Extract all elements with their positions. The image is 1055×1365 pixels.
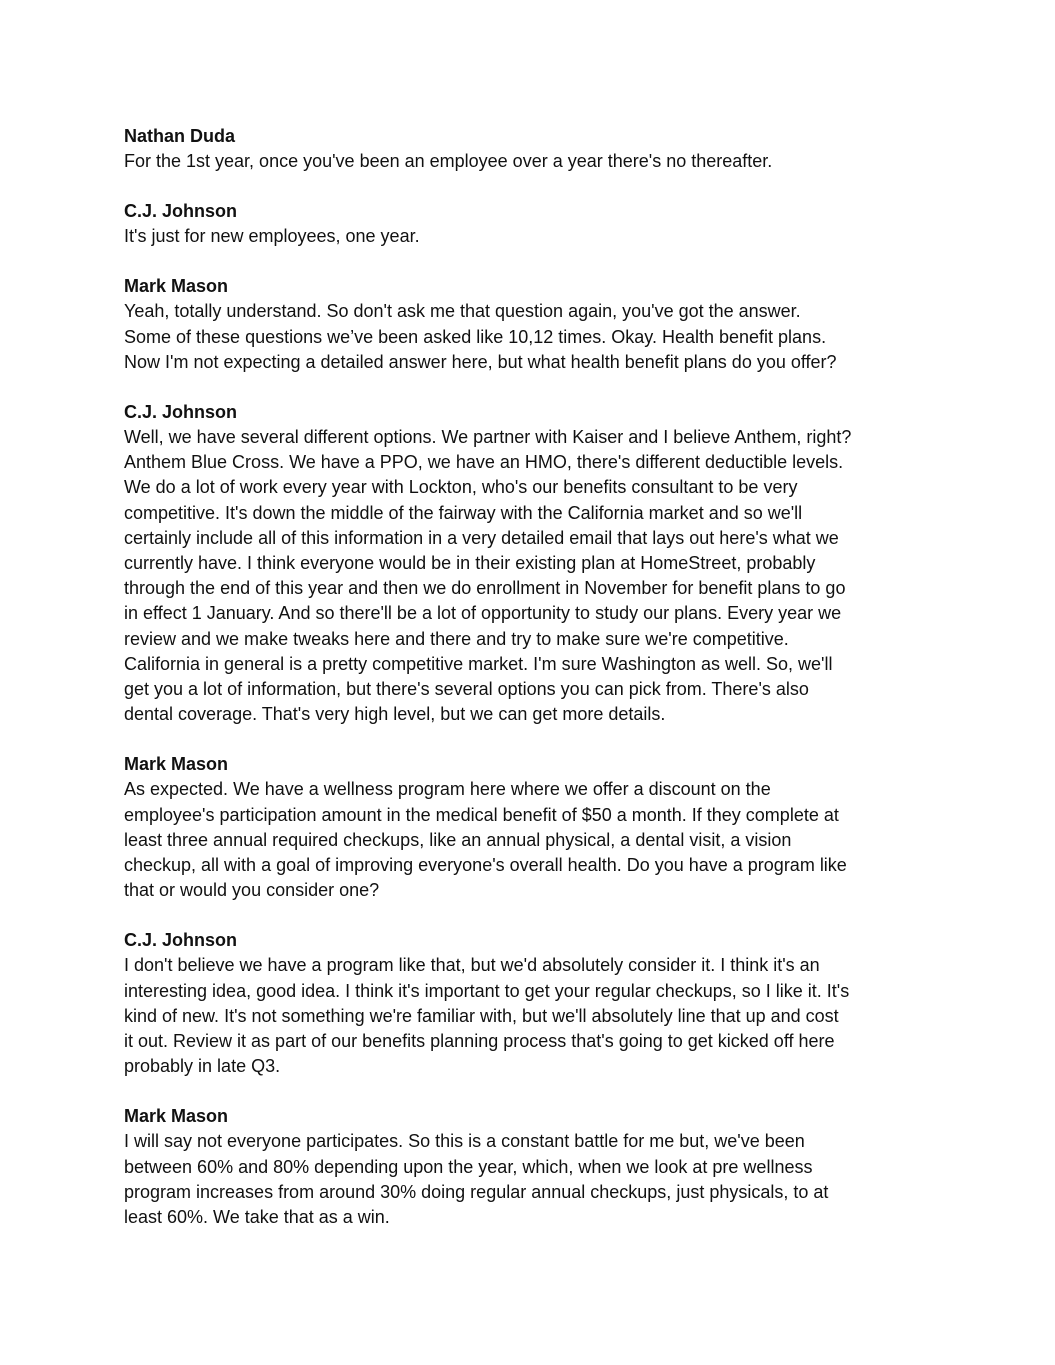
utterance-line: dental coverage. That's very high level, but we can get more details. <box>124 704 666 725</box>
utterance-line: program increases from around 30% doing regular annual checkups, just physicals, to at <box>124 1181 829 1202</box>
utterance-line: get you a lot of information, but there's several options you can pick from. There's also <box>124 679 809 700</box>
utterance-line: probably in late Q3. <box>124 1056 281 1077</box>
transcript-turn <box>124 274 939 375</box>
speaker-name: C.J. Johnson <box>124 201 238 222</box>
utterance-text <box>124 777 939 903</box>
transcript-page <box>124 124 939 1255</box>
transcript-turn <box>124 400 939 727</box>
speaker-name: Mark Mason <box>124 1106 229 1127</box>
utterance-line: between 60% and 80% depending upon the year, which, when we look at pre wellness <box>124 1156 813 1177</box>
utterance-line: Yeah, totally understand. So don't ask me that question again, you've got the answer. <box>124 301 801 322</box>
utterance-line: Well, we have several different options. We partner with Kaiser and I believe Anthem, right? <box>124 427 852 448</box>
utterance-line: California in general is a pretty competitive market. I'm sure Washington as well. So, we'll <box>124 653 833 674</box>
speaker-name: Mark Mason <box>124 754 229 775</box>
transcript-turn <box>124 752 939 903</box>
utterance-line: least three annual required checkups, like an annual physical, a dental visit, a vision <box>124 829 792 850</box>
speaker-name: Mark Mason <box>124 276 229 297</box>
utterance-line: review and we make tweaks here and there and try to make sure we're competitive. <box>124 628 789 649</box>
utterance-text <box>124 149 939 174</box>
utterance-line: it out. Review it as part of our benefits planning process that's going to get kicked off here <box>124 1031 835 1052</box>
utterance-text <box>124 1129 939 1230</box>
utterance-line: It's just for new employees, one year. <box>124 226 420 247</box>
speaker-name: C.J. Johnson <box>124 402 238 423</box>
utterance-line: For the 1st year, once you've been an employee over a year there's no thereafter. <box>124 151 773 171</box>
transcript-turn <box>124 928 939 1079</box>
utterance-text <box>124 224 939 249</box>
utterance-line: currently have. I think everyone would be in their existing plan at HomeStreet, probably <box>124 553 816 574</box>
utterance-line: certainly include all of this information in a very detailed email that lays out here's what we <box>124 527 839 548</box>
transcript-turn <box>124 1104 939 1230</box>
utterance-text <box>124 953 939 1079</box>
utterance-line: competitive. It's down the middle of the fairway with the California market and so we'll <box>124 502 803 523</box>
utterance-text <box>124 425 939 727</box>
utterance-line: I will say not everyone participates. So this is a constant battle for me but, we've been <box>124 1131 805 1152</box>
speaker-name: C.J. Johnson <box>124 930 238 951</box>
utterance-line: I don't believe we have a program like that, but we'd absolutely consider it. I think it's an <box>124 955 820 976</box>
utterance-line: checkup, all with a goal of improving everyone's overall health. Do you have a program like <box>124 855 847 876</box>
utterance-line: least 60%. We take that as a win. <box>124 1207 390 1228</box>
utterance-line: kind of new. It's not something we're familiar with, but we'll absolutely line that up and cost <box>124 1005 839 1026</box>
utterance-line: that or would you consider one? <box>124 880 380 901</box>
transcript-turn <box>124 124 939 174</box>
utterance-line: As expected. We have a wellness program here where we offer a discount on the <box>124 779 771 800</box>
utterance-line: Anthem Blue Cross. We have a PPO, we have an HMO, there's different deductible levels. <box>124 452 844 473</box>
transcript-turn <box>124 199 939 249</box>
speaker-name: Nathan Duda <box>124 126 236 146</box>
utterance-line: Some of these questions we’ve been asked like 10,12 times. Okay. Health benefit plans. <box>124 326 827 347</box>
utterance-text <box>124 299 939 375</box>
utterance-line: employee's participation amount in the medical benefit of $50 a month. If they complete at <box>124 804 839 825</box>
utterance-line: in effect 1 January. And so there'll be a lot of opportunity to study our plans. Every year we <box>124 603 842 624</box>
utterance-line: We do a lot of work every year with Lockton, who's our benefits consultant to be very <box>124 477 798 498</box>
utterance-line: through the end of this year and then we do enrollment in November for benefit plans to go <box>124 578 846 599</box>
utterance-line: Now I'm not expecting a detailed answer here, but what health benefit plans do you offer? <box>124 351 837 372</box>
utterance-line: interesting idea, good idea. I think it's important to get your regular checkups, so I like it. It's <box>124 980 850 1001</box>
